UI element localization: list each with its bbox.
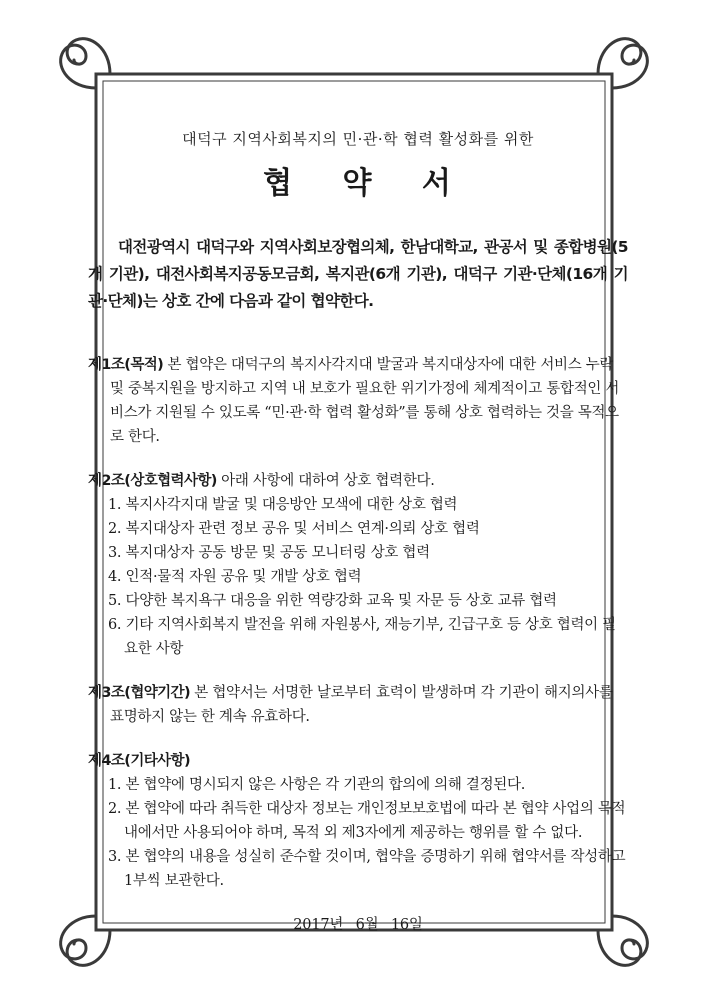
article-4-items (88, 773, 628, 893)
document-title: 협 약 서 (263, 166, 471, 201)
article-1 (88, 353, 628, 449)
article-1-heading: 제1조(목적) (88, 357, 164, 373)
list-item: 2. 복지대상자 관련 정보 공유 및 서비스 연계·의뢰 상호 협력 (108, 521, 480, 537)
article-4 (88, 749, 628, 893)
article-2-items (88, 493, 628, 661)
list-item: 4. 인적·물적 자원 공유 및 개발 상호 협력 (108, 569, 362, 585)
list-item: 1. 본 협약에 명시되지 않은 사항은 각 기관의 합의에 의해 결정된다. (108, 777, 526, 793)
article-3 (88, 681, 628, 729)
list-item: 1. 복지사각지대 발굴 및 대응방안 모색에 대한 상호 협력 (108, 497, 458, 513)
article-4-heading: 제4조(기타사항) (88, 753, 190, 769)
list-item: 3. 본 협약의 내용을 성실히 준수할 것이며, 협약을 증명하기 위해 협약서를 작성하고 1부씩 보관한다. (108, 849, 626, 889)
article-2-body: 아래 사항에 대하여 상호 협력한다. (216, 473, 435, 489)
agreement-date: 2017년 6월 16일 (293, 917, 423, 933)
article-3-body: 본 협약서는 서명한 날로부터 효력이 발생하며 각 기관이 해지의사를 표명하지 않는 한 계속 유효하다. (110, 685, 613, 725)
article-1-body: 본 협약은 대덕구의 복지사각지대 발굴과 복지대상자에 대한 서비스 누락 및 중복지원을 방지하고 지역 내 보호가 필요한 위기가정에 체계적이고 통합적인 서비스가 지원될 수 있도록 “민·관·학 협력 활성화”를 통해 상호 협력하는 것을 목적으로 한다. (110, 357, 620, 445)
article-2 (88, 469, 628, 661)
list-item: 6. 기타 지역사회복지 발전을 위해 자원봉사, 재능기부, 긴급구호 등 상호 협력이 필요한 사항 (108, 617, 616, 657)
article-2-heading: 제2조(상호협력사항) (88, 473, 217, 489)
document-subtitle: 대덕구 지역사회복지의 민·관·학 협력 활성화를 위한 (182, 130, 534, 148)
agreement-document (88, 128, 628, 949)
list-item: 2. 본 협약에 따라 취득한 대상자 정보는 개인정보보호법에 따라 본 협약 사업의 목적 내에서만 사용되어야 하며, 목적 외 제3자에게 제공하는 행위를 할 수 없다. (108, 801, 626, 841)
list-item: 3. 복지대상자 공동 방문 및 공동 모니터링 상호 협력 (108, 545, 430, 561)
article-3-heading: 제3조(협약기간) (88, 685, 190, 701)
list-item: 5. 다양한 복지욕구 대응을 위한 역량강화 교육 및 자문 등 상호 교류 협력 (108, 593, 557, 609)
preamble: 대전광역시 대덕구와 지역사회보장협의체, 한남대학교, 관공서 및 종합병원(5개 기관), 대전사회복지공동모금회, 복지관(6개 기관), 대덕구 기관·단체(16개 기관·단체)는 상호 간에 다음과 같이 협약한다. (88, 238, 628, 310)
